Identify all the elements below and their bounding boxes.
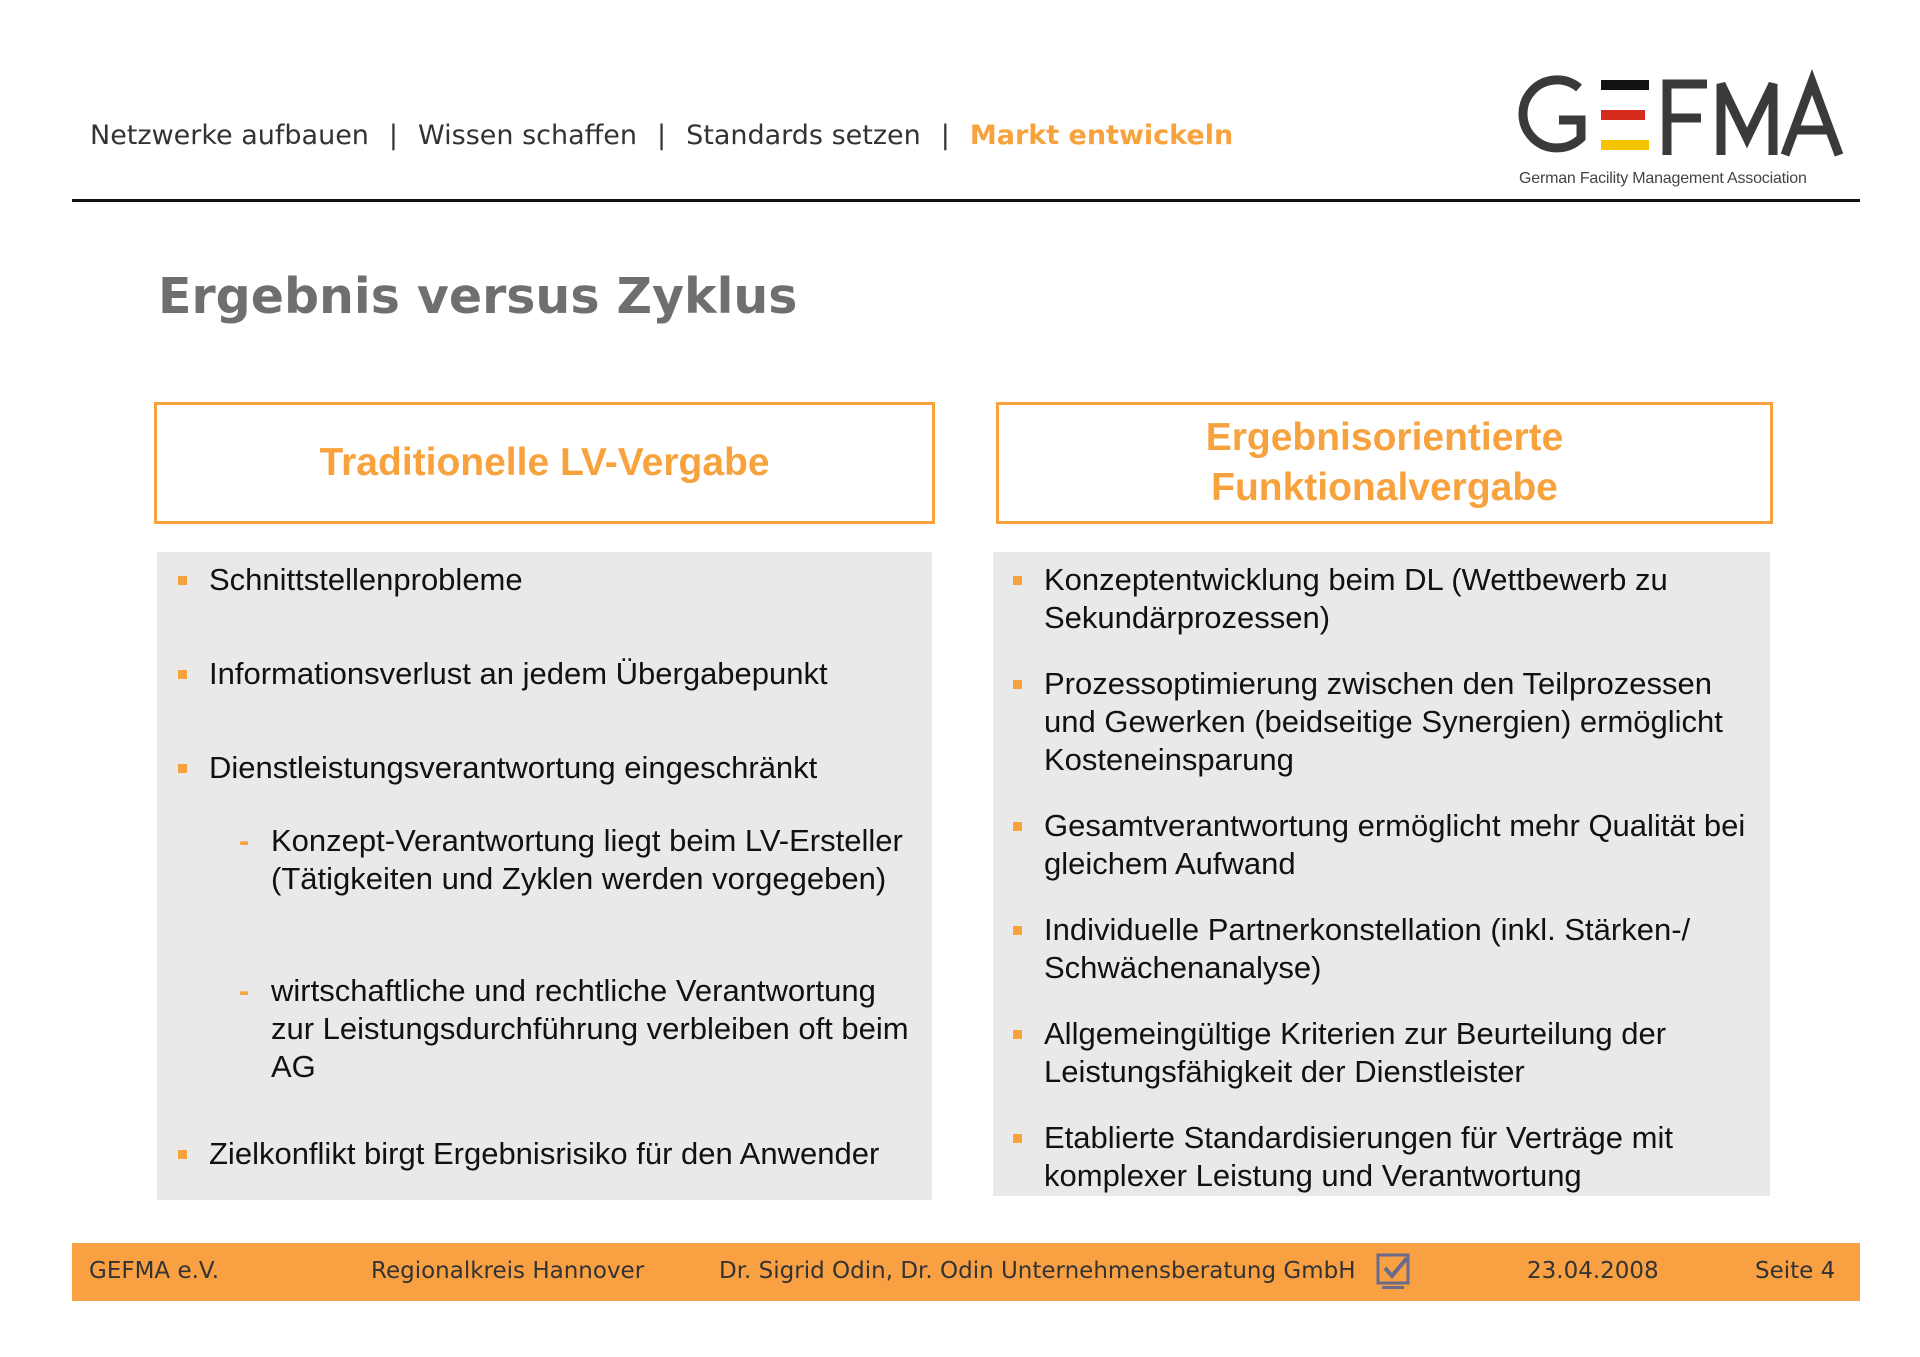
logo-subtitle: German Facility Management Association bbox=[1519, 170, 1807, 187]
square-bullet-icon bbox=[1013, 1030, 1022, 1039]
sub-bullet-text: Konzept-Verantwortung liegt beim LV-Ersteller (Tätigkeiten und Zyklen werden vorgegeben) bbox=[271, 823, 903, 896]
left-column-heading bbox=[154, 402, 935, 524]
bullet-text: Schnittstellenprobleme bbox=[209, 562, 523, 597]
footer-bar bbox=[72, 1243, 1860, 1301]
tagline-separator: | bbox=[388, 120, 399, 151]
list-item bbox=[209, 1135, 924, 1173]
tagline-item-markt-active: Markt entwickeln bbox=[969, 120, 1234, 151]
square-bullet-icon bbox=[178, 670, 187, 679]
list-item bbox=[209, 655, 924, 693]
dash-marker: - bbox=[239, 823, 250, 858]
square-bullet-icon bbox=[1013, 576, 1022, 585]
bullet-text: Individuelle Partnerkonstellation (inkl. Stärken-/ Schwächenanalyse) bbox=[1044, 912, 1691, 985]
footer-author: Dr. Sigrid Odin, Dr. Odin Unternehmensberatung GmbH bbox=[719, 1258, 1356, 1284]
tagline-separator: | bbox=[656, 120, 667, 151]
bullet-text: Zielkonflikt birgt Ergebnisrisiko für den Anwender bbox=[209, 1136, 880, 1171]
list-item bbox=[1044, 1015, 1764, 1091]
bullet-text: Gesamtverantwortung ermöglicht mehr Qualität bei gleichem Aufwand bbox=[1044, 808, 1746, 881]
square-bullet-icon bbox=[178, 1150, 187, 1159]
square-bullet-icon bbox=[178, 576, 187, 585]
header-tagline bbox=[90, 120, 1233, 151]
dash-marker: - bbox=[239, 973, 250, 1008]
list-item bbox=[1044, 665, 1764, 779]
square-bullet-icon bbox=[1013, 926, 1022, 935]
footer-org: GEFMA e.V. bbox=[89, 1258, 220, 1284]
left-bullet-panel bbox=[157, 552, 932, 1200]
footer-page-number: Seite 4 bbox=[1755, 1258, 1836, 1284]
header-divider bbox=[72, 199, 1860, 202]
gefma-logo bbox=[1515, 68, 1845, 193]
sub-list-item bbox=[239, 972, 921, 1086]
tagline-item-wissen: Wissen schaffen bbox=[418, 120, 637, 151]
bullet-text: Informationsverlust an jedem Übergabepunkt bbox=[209, 656, 828, 691]
list-item bbox=[1044, 1119, 1764, 1195]
right-heading-line-2: Funktionalvergabe bbox=[1211, 466, 1558, 509]
list-item bbox=[1044, 561, 1764, 637]
square-bullet-icon bbox=[1013, 680, 1022, 689]
right-column-heading bbox=[996, 402, 1773, 524]
square-bullet-icon bbox=[1013, 822, 1022, 831]
square-bullet-icon bbox=[1013, 1134, 1022, 1143]
bullet-text: Prozessoptimierung zwischen den Teilprozessen und Gewerken (beidseitige Synergien) ermöglicht Kosteneinsparung bbox=[1044, 666, 1723, 777]
footer-group: Regionalkreis Hannover bbox=[371, 1258, 645, 1284]
list-item bbox=[209, 749, 924, 787]
list-item bbox=[1044, 807, 1764, 883]
tagline-item-netzwerke: Netzwerke aufbauen bbox=[90, 120, 369, 151]
bullet-text: Dienstleistungsverantwortung eingeschränkt bbox=[209, 750, 818, 785]
footer-date: 23.04.2008 bbox=[1527, 1258, 1659, 1284]
right-bullet-panel bbox=[993, 552, 1770, 1196]
square-bullet-icon bbox=[178, 764, 187, 773]
bullet-text: Etablierte Standardisierungen für Verträge mit komplexer Leistung und Verantwortung bbox=[1044, 1120, 1673, 1193]
list-item bbox=[209, 561, 924, 599]
slide-title: Ergebnis versus Zyklus bbox=[158, 268, 798, 325]
tagline-item-standards: Standards setzen bbox=[686, 120, 921, 151]
odin-checkbox-logo-icon bbox=[1374, 1252, 1414, 1292]
sub-list-item bbox=[239, 822, 921, 898]
bullet-text: Allgemeingültige Kriterien zur Beurteilung der Leistungsfähigkeit der Dienstleister bbox=[1044, 1016, 1667, 1089]
list-item bbox=[1044, 911, 1764, 987]
gefma-wordmark-logo bbox=[1515, 68, 1845, 168]
bullet-text: Konzeptentwicklung beim DL (Wettbewerb zu Sekundärprozessen) bbox=[1044, 562, 1668, 635]
tagline-separator: | bbox=[940, 120, 950, 151]
left-heading-text: Traditionelle LV-Vergabe bbox=[319, 441, 770, 484]
sub-bullet-text: wirtschaftliche und rechtliche Verantwortung zur Leistungsdurchführung verbleiben oft beim AG bbox=[271, 973, 909, 1084]
right-heading-line-1: Ergebnisorientierte bbox=[1205, 416, 1564, 459]
